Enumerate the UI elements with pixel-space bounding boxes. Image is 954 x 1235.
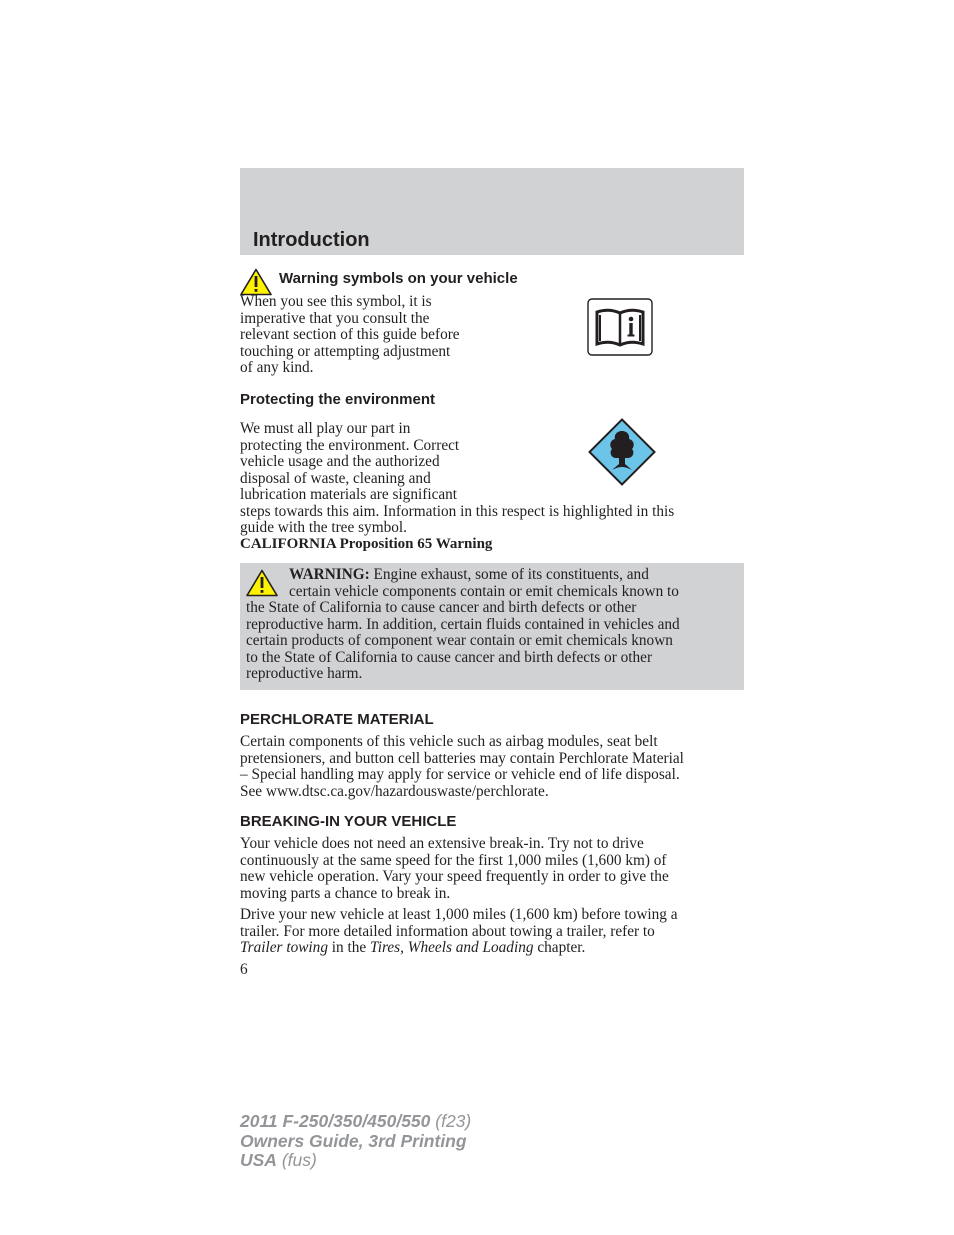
breaking-in-paragraph-1 [240, 836, 744, 902]
tree-symbol-icon [588, 418, 656, 486]
paragraph-line: Certain components of this vehicle such as airbag modules, seat belt [240, 733, 658, 750]
california-warning-box [240, 563, 744, 690]
footer-line: USA (fus) [240, 1150, 317, 1170]
perchlorate-paragraph [240, 734, 744, 800]
warning-line: the State of California to cause cancer and birth defects or other [246, 599, 637, 616]
paragraph-line: protecting the environment. Correct [240, 436, 460, 454]
california-warning-text [246, 567, 740, 683]
section-title: Introduction [253, 229, 370, 251]
warning-line: WARNING: Engine exhaust, some of its constituents, and [289, 566, 649, 583]
document-footer [240, 1112, 471, 1171]
paragraph-line: trailer. For more detailed information about towing a trailer, refer to [240, 922, 655, 940]
warning-line: certain vehicle components contain or emit chemicals known to [289, 582, 679, 600]
paragraph-line: See www.dtsc.ca.gov/hazardouswaste/perchlorate. [240, 782, 549, 800]
warning-line: certain products of component wear contain or emit chemicals known [246, 632, 673, 649]
paragraph-line: new vehicle operation. Vary your speed frequently in order to give the [240, 868, 669, 885]
breaking-in-paragraph-2 [240, 907, 744, 957]
paragraph-line: – Special handling may apply for service or vehicle end of life disposal. [240, 766, 680, 783]
perchlorate-heading: PERCHLORATE MATERIAL [240, 711, 434, 728]
paragraph-line: Your vehicle does not need an extensive break-in. Try not to drive [240, 835, 644, 852]
paragraph-line: moving parts a chance to break in. [240, 884, 451, 902]
footer-line: 2011 F-250/350/450/550 (f23) [240, 1111, 472, 1131]
california-heading: CALIFORNIA Proposition 65 Warning [240, 536, 493, 552]
warning-line: to the State of California to cause cancer and birth defects or other [246, 648, 653, 666]
paragraph-line: imperative that you consult the [240, 309, 430, 327]
paragraph-line: guide with the tree symbol. [240, 519, 407, 536]
footer-line: Owners Guide, 3rd Printing [240, 1130, 467, 1151]
environment-paragraph [240, 420, 675, 537]
paragraph-line: touching or attempting adjustment [240, 342, 451, 360]
trailer-towing-reference: Trailer towing [240, 939, 328, 956]
paragraph-line: continuously at the same speed for the first 1,000 miles (1,600 km) of [240, 851, 667, 869]
paragraph-line: lubrication materials are significant [240, 486, 458, 503]
paragraph-line: disposal of waste, cleaning and [240, 469, 431, 487]
warning-line: reproductive harm. [246, 665, 363, 682]
warning-symbols-section [240, 268, 744, 380]
environment-heading: Protecting the environment [240, 391, 436, 408]
owner-manual-info-icon [587, 298, 653, 356]
paragraph-line: Trailer towing in the Tires, Wheels and Loading chapter. [240, 939, 586, 956]
paragraph-line: Drive your new vehicle at least 1,000 miles (1,600 km) before towing a [240, 906, 678, 923]
paragraph-line: relevant section of this guide before [240, 326, 460, 343]
warning-symbols-heading: Warning symbols on your vehicle [279, 270, 518, 287]
warning-label: WARNING: [289, 566, 370, 583]
warning-line: reproductive harm. In addition, certain fluids contained in vehicles and [246, 615, 680, 633]
breaking-in-heading: BREAKING-IN YOUR VEHICLE [240, 813, 457, 830]
paragraph-line: We must all play our part in [240, 420, 411, 437]
paragraph-line: of any kind. [240, 359, 314, 376]
paragraph-line: pretensioners, and button cell batteries may contain Perchlorate Material [240, 749, 684, 767]
section-header-band [240, 168, 744, 255]
page-number: 6 [240, 961, 248, 978]
page-content [240, 268, 744, 978]
paragraph-line: vehicle usage and the authorized [240, 453, 440, 470]
paragraph-line: steps towards this aim. Information in this respect is highlighted in this [240, 502, 675, 520]
paragraph-line: When you see this symbol, it is [240, 293, 432, 310]
warning-symbols-paragraph [240, 294, 500, 377]
tires-wheels-loading-reference: Tires, Wheels and Loading [370, 939, 534, 956]
warning-triangle-icon [240, 268, 272, 296]
